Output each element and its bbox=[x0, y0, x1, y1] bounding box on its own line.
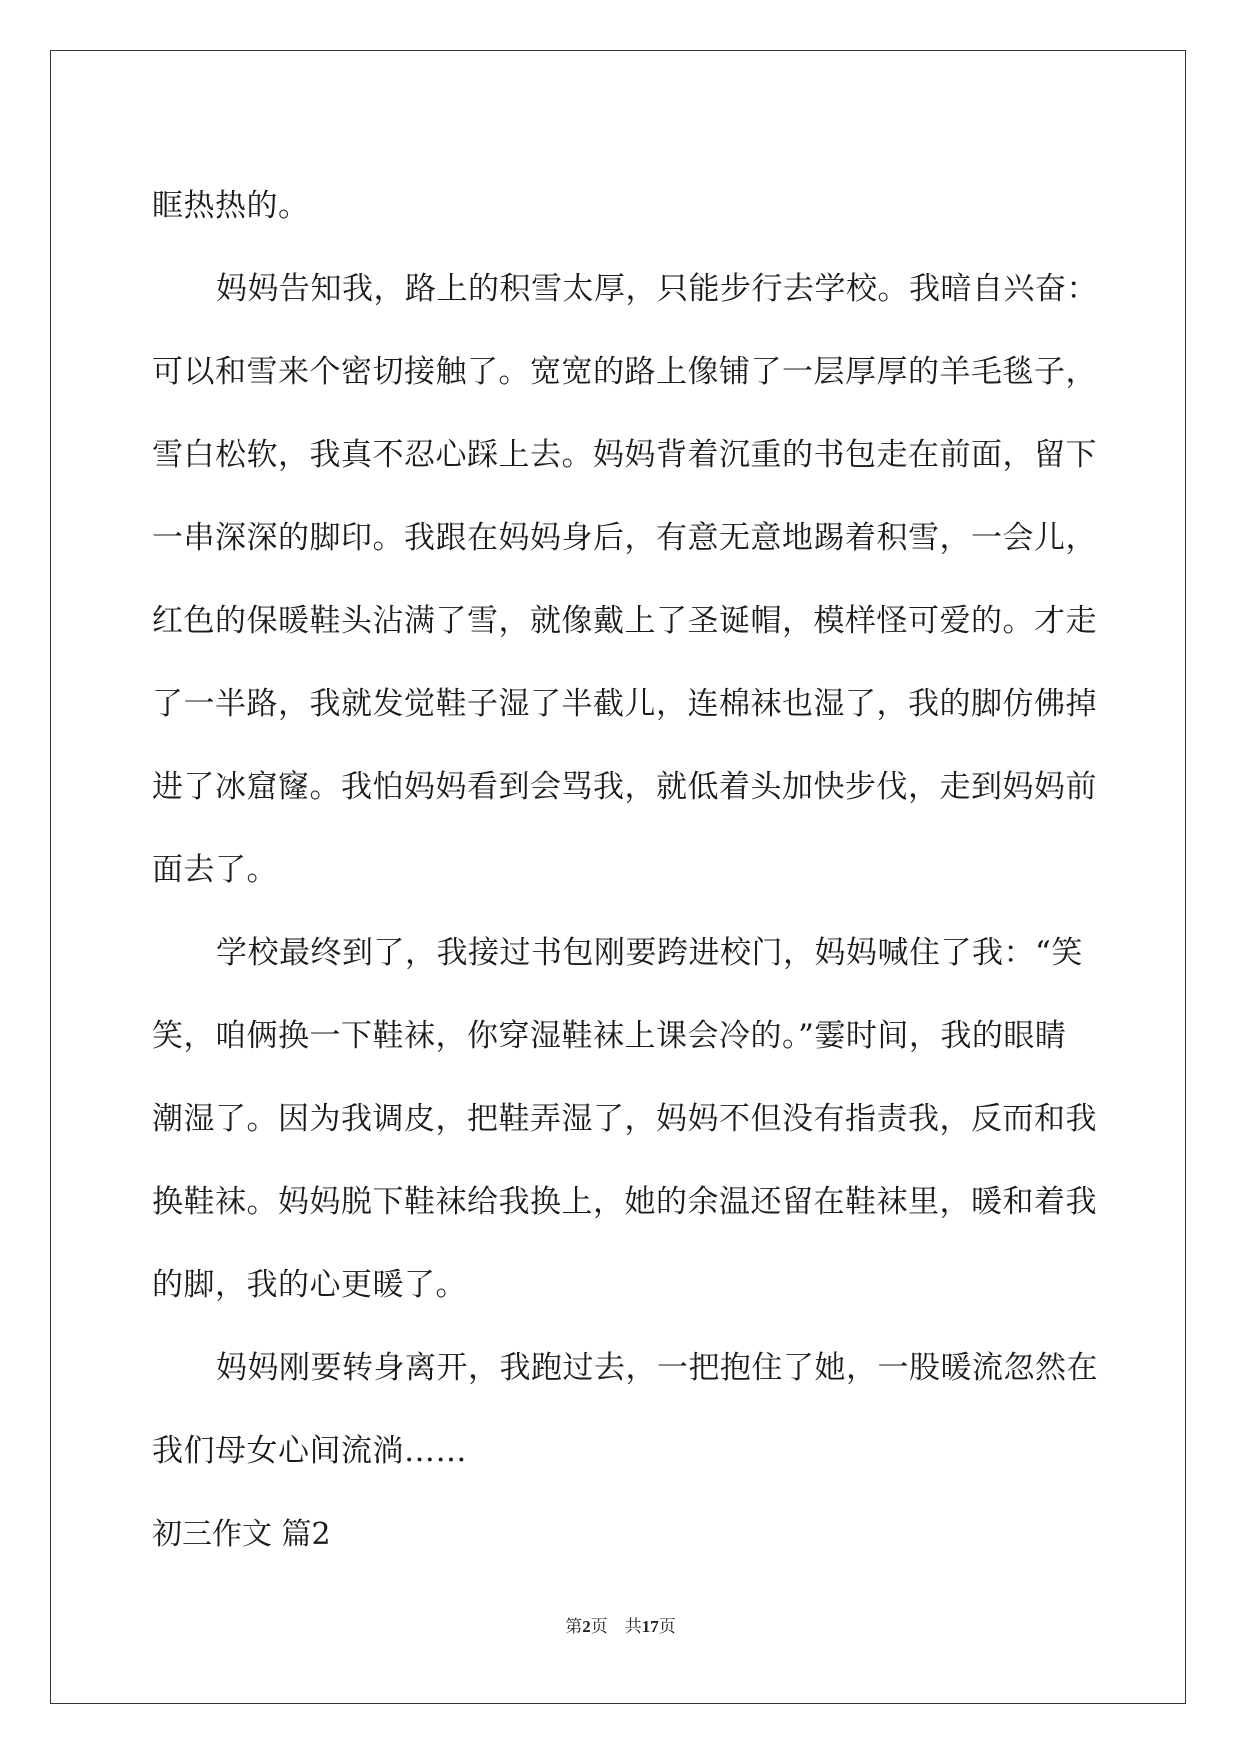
page-prefix: 第 bbox=[565, 1617, 583, 1636]
text-line: 雪白松软，我真不忍心踩上去。妈妈背着沉重的书包走在前面，留下 bbox=[152, 437, 1097, 473]
text-line: 笑，咱俩换一下鞋袜，你穿湿鞋袜上课会冷的。”霎时间，我的眼睛 bbox=[152, 1018, 1067, 1054]
text-line: 我们母女心间流淌…… bbox=[152, 1433, 467, 1469]
page-suffix: 页 bbox=[658, 1617, 676, 1636]
text-line: 红色的保暖鞋头沾满了雪，就像戴上了圣诞帽，模样怪可爱的。才走 bbox=[152, 603, 1097, 639]
text-line: 潮湿了。因为我调皮，把鞋弄湿了，妈妈不但没有指责我，反而和我 bbox=[152, 1101, 1097, 1137]
text-line: 可以和雪来个密切接触了。宽宽的路上像铺了一层厚厚的羊毛毯子， bbox=[152, 354, 1097, 390]
page-footer bbox=[0, 1612, 1241, 1637]
page-mid: 页 共 bbox=[590, 1617, 642, 1636]
page-number: 2 bbox=[582, 1617, 591, 1636]
text-line: 的脚，我的心更暖了。 bbox=[152, 1267, 467, 1303]
text-line: 换鞋袜。妈妈脱下鞋袜给我换上，她的余温还留在鞋袜里，暖和着我 bbox=[152, 1184, 1097, 1220]
text-line: 眶热热的。 bbox=[152, 188, 310, 224]
section-heading: 初三作文 篇2 bbox=[152, 1517, 331, 1552]
text-line: 面去了。 bbox=[152, 852, 278, 888]
paragraph-start: 学校最终到了，我接过书包刚要跨进校门，妈妈喊住了我：“笑 bbox=[216, 935, 1083, 971]
document-body bbox=[152, 165, 1098, 1569]
paragraph-start: 妈妈刚要转身离开，我跑过去，一把抱住了她，一股暖流忽然在 bbox=[216, 1350, 1098, 1386]
paragraph-start: 妈妈告知我，路上的积雪太厚，只能步行去学校。我暗自兴奋： bbox=[216, 271, 1098, 307]
text-line: 一串深深的脚印。我跟在妈妈身后，有意无意地踢着积雪，一会儿， bbox=[152, 520, 1097, 556]
text-line: 了一半路，我就发觉鞋子湿了半截儿，连棉袜也湿了，我的脚仿佛掉 bbox=[152, 686, 1097, 722]
total-pages: 17 bbox=[641, 1617, 659, 1636]
text-line: 进了冰窟窿。我怕妈妈看到会骂我，就低着头加快步伐，走到妈妈前 bbox=[152, 769, 1097, 805]
